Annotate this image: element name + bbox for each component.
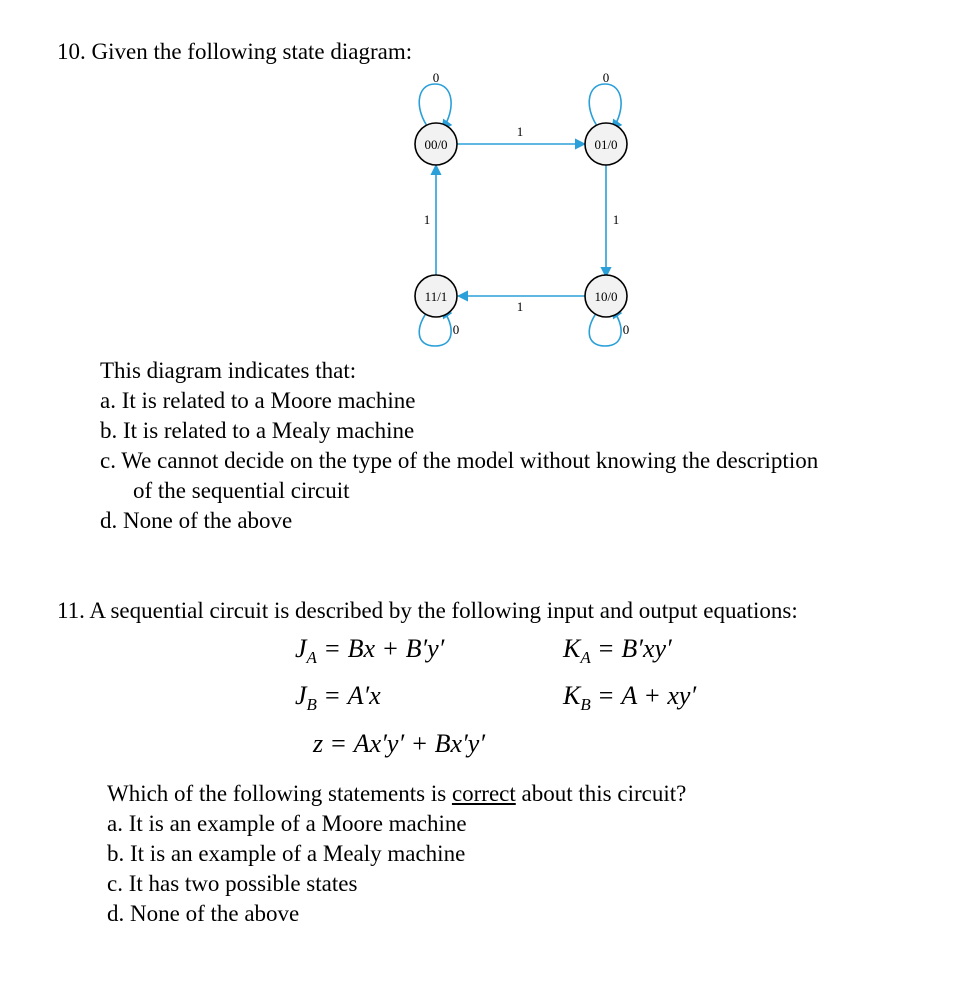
state-01 [585,123,627,165]
question-11-prompt: Which of the following statements is correct about this circuit? [107,781,687,806]
state-10 [585,275,627,317]
equation-jb: $J_B = A'x$ [295,681,381,714]
equation-ka: $K_A = B'xy'$ [563,634,672,667]
q10-option-d: d. None of the above [100,508,293,533]
loop-label-10: 0 [622,322,630,337]
loop-label-01: 0 [602,70,610,85]
q10-option-b: b. It is related to a Mealy machine [100,418,415,443]
q10-option-c: c. We cannot decide on the type of the model without knowing the description [100,448,819,473]
equation-kb: $K_B = A + xy'$ [563,681,697,714]
q11-option-c: c. It has two possible states [107,871,358,896]
transition-label-10-11: 1 [516,299,524,314]
q10-option-c-continued: of the sequential circuit [133,478,350,503]
state-diagram [380,66,680,356]
question-10-prompt: This diagram indicates that: [100,358,357,383]
transition-label-01-10: 1 [612,212,620,227]
underlined-word: correct [451,781,516,806]
state-label-10: 10/0 [594,289,618,304]
state-11 [415,275,457,317]
q11-option-b: b. It is an example of a Mealy machine [107,841,466,866]
state-label-01: 01/0 [594,137,618,152]
equation-ja: $J_A = Bx + B'y'$ [295,634,445,667]
state-label-11: 11/1 [424,289,448,304]
question-10-title: 10. Given the following state diagram: [57,39,413,64]
question-11-title: 11. A sequential circuit is described by the following input and output equations: [57,598,798,623]
transition-label-11-00: 1 [423,212,431,227]
equation-z: z = Ax′y′ + Bx′y′ [313,729,486,758]
state-00 [415,123,457,165]
q11-option-d: d. None of the above [107,901,300,926]
transition-label-00-01: 1 [516,124,524,139]
q10-option-a: a. It is related to a Moore machine [100,388,416,413]
q11-option-a: a. It is an example of a Moore machine [107,811,467,836]
state-label-00: 00/0 [424,137,448,152]
loop-label-11: 0 [452,322,460,337]
loop-label-00: 0 [432,70,440,85]
